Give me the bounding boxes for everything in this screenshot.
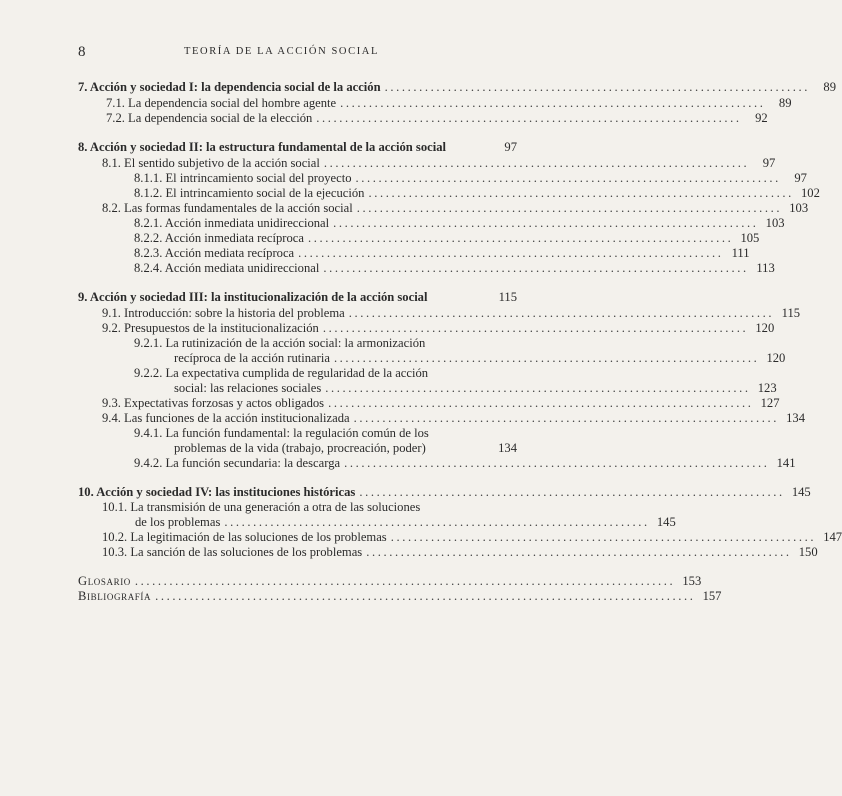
toc-entry-10-3: 10.3. La sanción de las soluciones de los problemas .......................................................................... 150 xyxy=(102,545,818,559)
toc-entry-9-4-1-line2: problemas de la vida (trabajo, procreación, poder) 134 xyxy=(174,441,517,455)
toc-entry-chapter-7: 7. Acción y sociedad I: la dependencia social de la acción .......................................................................... 89 xyxy=(78,80,836,94)
toc-entry-chapter-9: 9. Acción y sociedad III: la institucionalización de la acción social 115 xyxy=(78,290,517,304)
page-header xyxy=(78,44,485,60)
toc-entry-9-3: 9.3. Expectativas forzosas y actos obligados .......................................................................... 127 xyxy=(102,396,780,410)
toc-entry-bibliografia: Bibliografía .............................................................................................. 157 xyxy=(78,589,722,603)
toc-entry-10-2: 10.2. La legitimación de las soluciones de los problemas .......................................................................... 147 xyxy=(102,530,842,544)
toc-entry-8-1-2: 8.1.2. El intrincamiento social de la ejecución .......................................................................... 102 xyxy=(134,186,820,200)
running-title: TEORÍA DE LA ACCIÓN SOCIAL xyxy=(183,46,380,57)
toc-entry-8-2-3: 8.2.3. Acción mediata recíproca .......................................................................... 111 xyxy=(134,246,750,260)
toc-entry-8-2: 8.2. Las formas fundamentales de la acción social .......................................................................... 103 xyxy=(102,201,809,215)
toc-entry-8-2-4: 8.2.4. Acción mediata unidireccional .......................................................................... 113 xyxy=(134,261,775,275)
toc-entry-9-2-1-line1: 9.2.1. La rutinización de la acción social: la armonización xyxy=(134,336,426,350)
toc-entry-7-1: 7.1. La dependencia social del hombre agente .......................................................................... 89 xyxy=(106,96,792,110)
toc-entry-9-4-1-line1: 9.4.1. La función fundamental: la regulación común de los xyxy=(134,426,429,440)
toc-entry-9-2-1-line2: recíproca de la acción rutinaria .......................................................................... 120 xyxy=(174,351,786,365)
toc-entry-8-1: 8.1. El sentido subjetivo de la acción social .......................................................................... 97 xyxy=(102,156,776,170)
toc-entry-9-1: 9.1. Introducción: sobre la historia del problema .......................................................................... 115 xyxy=(102,306,801,320)
toc-entry-8-2-2: 8.2.2. Acción inmediata recíproca .......................................................................... 105 xyxy=(134,231,760,245)
toc-entry-10-1-line2: de los problemas .......................................................................... 145 xyxy=(135,515,676,529)
toc-entry-9-2-2-line1: 9.2.2. La expectativa cumplida de regularidad de la acción xyxy=(134,366,429,380)
toc-entry-9-4: 9.4. Las funciones de la acción institucionalizada .......................................................................... 134 xyxy=(102,411,805,425)
page-number: 8 xyxy=(78,44,86,60)
toc-entry-8-2-1: 8.2.1. Acción inmediata unidireccional .......................................................................... 103 xyxy=(134,216,785,230)
toc-entry-7-2: 7.2. La dependencia social de la elección .......................................................................... 92 xyxy=(106,111,768,125)
toc-entry-9-2-2-line2: social: las relaciones sociales .......................................................................... 123 xyxy=(174,381,777,395)
toc-entry-page: 89 xyxy=(823,80,836,94)
toc-entry-label: 7. Acción y sociedad I: la dependencia social de la acción xyxy=(78,80,381,94)
toc-entry-9-2: 9.2. Presupuestos de la institucionalización .......................................................................... 120 xyxy=(102,321,775,335)
toc-entry-9-4-2: 9.4.2. La función secundaria: la descarga .......................................................................... 141 xyxy=(134,456,796,470)
toc-entry-glosario: Glosario .............................................................................................. 153 xyxy=(78,574,702,588)
toc-entry-8-1-1: 8.1.1. El intrincamiento social del proyecto .......................................................................... 97 xyxy=(134,171,807,185)
toc-entry-chapter-10: 10. Acción y sociedad IV: las instituciones históricas .......................................................................... 145 xyxy=(78,485,811,499)
toc-entry-10-1-line1: 10.1. La transmisión de una generación a otra de las soluciones xyxy=(102,500,421,514)
toc-entry-chapter-8: 8. Acción y sociedad II: la estructura fundamental de la acción social 97 xyxy=(78,140,517,154)
